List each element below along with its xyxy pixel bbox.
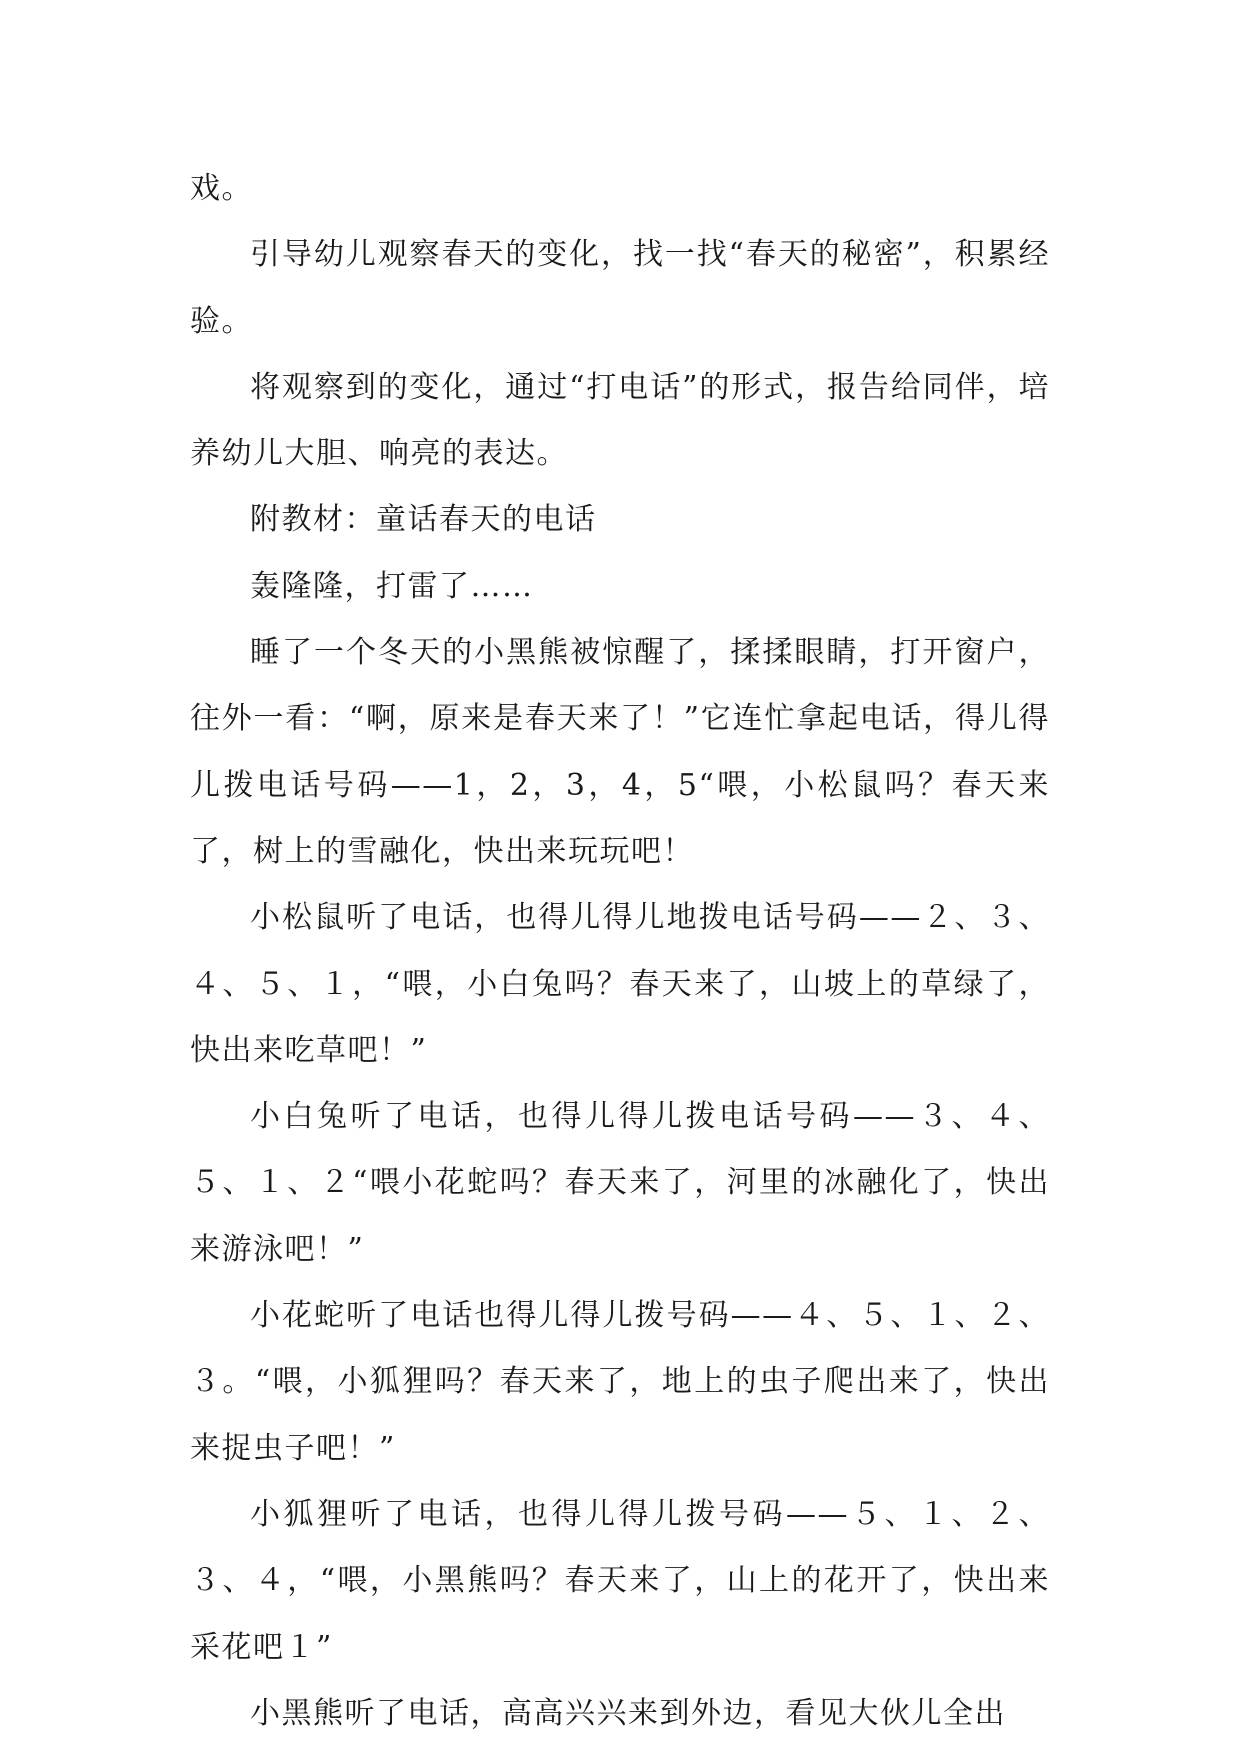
- paragraph-fox-calls: 小狐狸听了电话，也得儿得儿拨号码——５、１、２、３、４，“喂，小黑熊吗？春天来了，山上的花开了，快出来采花吧１”: [190, 1496, 1050, 1665]
- paragraph-thunder: 轰隆隆，打雷了……: [250, 568, 534, 604]
- paragraph-squirrel-calls: 小松鼠听了电话，也得儿得儿地拨电话号码——２、３、４、５、１，“喂，小白兔吗？春天来了，山坡上的草绿了，快出来吃草吧！”: [190, 900, 1050, 1068]
- paragraph-appendix-title: 附教材：童话春天的电话: [250, 502, 597, 538]
- paragraph-phone-report: 将观察到的变化，通过“打电话”的形式，报告给同伴，培养幼儿大胆、响亮的表达。: [190, 369, 1050, 472]
- paragraph-continuation: 戏。: [190, 171, 253, 206]
- paragraph-observe-spring: 引导幼儿观察春天的变化，找一找“春天的秘密”，积累经验。: [190, 237, 1050, 339]
- paragraph-bear-wakes: 睡了一个冬天的小黑熊被惊醒了，揉揉眼睛，打开窗户，往外一看：“啊，原来是春天来了！”它连忙拿起电话，得儿得儿拨电话号码——1，2，3，4，5“喂，小松鼠吗？春天来了，树上的雪融化，快出来玩玩吧！: [190, 635, 1050, 869]
- paragraph-snake-calls: 小花蛇听了电话也得儿得儿拨号码——４、５、１、２、３。“喂，小狐狸吗？春天来了，地上的虫子爬出来了，快出来捉虫子吧！”: [190, 1298, 1050, 1466]
- paragraph-bear-goes-out: 小黑熊听了电话，高高兴兴来到外边，看见大伙儿全出: [250, 1695, 1006, 1731]
- paragraph-rabbit-calls: 小白兔听了电话，也得儿得儿拨电话号码——３、４、５、１、２“喂小花蛇吗？春天来了，河里的冰融化了，快出来游泳吧！”: [190, 1099, 1050, 1267]
- document-body: [190, 156, 1050, 1747]
